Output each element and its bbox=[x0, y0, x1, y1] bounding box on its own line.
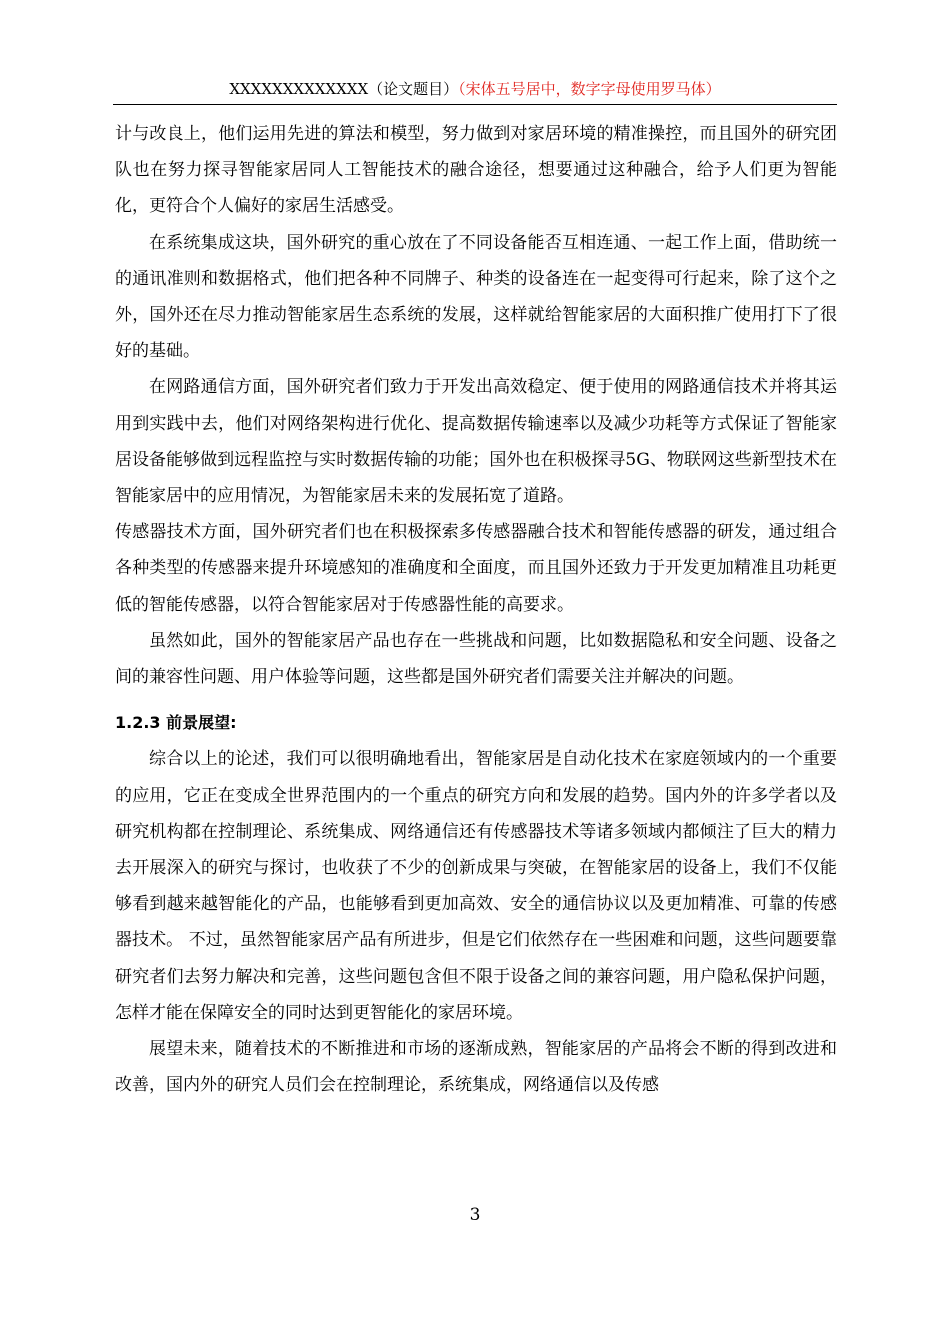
page-number: 3 bbox=[469, 1205, 481, 1225]
paragraph-network-communication: 在网路通信方面，国外研究者们致力于开发出高效稳定、便于使用的网路通信技术并将其运用到实践中去，他们对网络架构进行优化、提高数据传输速率以及减少功耗等方式保证了智能家居设备能够做到远程监控与实时数据传输的功能；国外也在积极探寻5G、物联网这些新型技术在智能家居中的应用情况，为智能家居未来的发展拓宽了道路。 bbox=[115, 377, 837, 507]
paragraph-outlook: 展望未来，随着技术的不断推进和市场的逐渐成熟，智能家居的产品将会不断的得到改进和改善，国内外的研究人员们会在控制理论，系统集成，网络通信以及传感 bbox=[115, 1039, 837, 1096]
header-rule bbox=[113, 104, 837, 105]
paragraph-algorithms: 计与改良上，他们运用先进的算法和模型，努力做到对家居环境的精准操控，而且国外的研究团队也在努力探寻智能家居同人工智能技术的融合途径，想要通过这种融合，给予人们更为智能化，更符合个人偏好的家居生活感受。 bbox=[115, 124, 837, 217]
section-heading: 1.2.3 前景展望: bbox=[115, 713, 237, 733]
paragraph-system-integration: 在系统集成这块，国外研究的重心放在了不同设备能否互相连通、一起工作上面，借助统一的通讯准则和数据格式，他们把各种不同牌子、种类的设备连在一起变得可行起来，除了这个之外，国外还在尽力推动智能家居生态系统的发展，这样就给智能家居的大面积推广使用打下了很好的基础。 bbox=[115, 232, 837, 362]
paragraph-challenges: 虽然如此，国外的智能家居产品也存在一些挑战和问题，比如数据隐私和安全问题、设备之间的兼容性问题、用户体验等问题，这些都是国外研究者们需要关注并解决的问题。 bbox=[115, 630, 837, 688]
paragraph-summary: 综合以上的论述，我们可以很明确地看出，智能家居是自动化技术在家庭领域内的一个重要的应用，它正在变成全世界范围内的一个重点的研究方向和发展的趋势。国内外的许多学者以及研究机构都在控制理论、系统集成、网络通信还有传感器技术等诸多领域内都倾注了巨大的精力去开展深入的研究与探讨，也收获了不少的创新成果与突破，在智能家居的设备上，我们不仅能够看到越来越智能化的产品，也能够看到更加高效、安全的通信协议以及更加精准、可靠的传感器技术。 不过，虽然智能家居产品有所进步，但是它们依然存在一些困难和问题，这些问题要靠研究者们去努力解决和完善，这些问题包含但不限于设备之间的兼容问题，用户隐私保护问题，怎样才能在保障安全的同时达到更智能化的家居环境。 bbox=[115, 749, 837, 1023]
header-title: XXXXXXXXXXXXX（论文题目） bbox=[229, 80, 459, 98]
page-header bbox=[113, 79, 837, 99]
paragraph-sensor-technology: 传感器技术方面，国外研究者们也在积极探索多传感器融合技术和智能传感器的研发，通过组合各种类型的传感器来提升环境感知的准确度和全面度，而且国外还致力于开发更加精准且功耗更低的智能传感器，以符合智能家居对于传感器性能的高要求。 bbox=[115, 522, 837, 615]
header-format-note: （宋体五号居中，数字字母使用罗马体） bbox=[458, 80, 721, 98]
body-text bbox=[115, 116, 837, 1103]
